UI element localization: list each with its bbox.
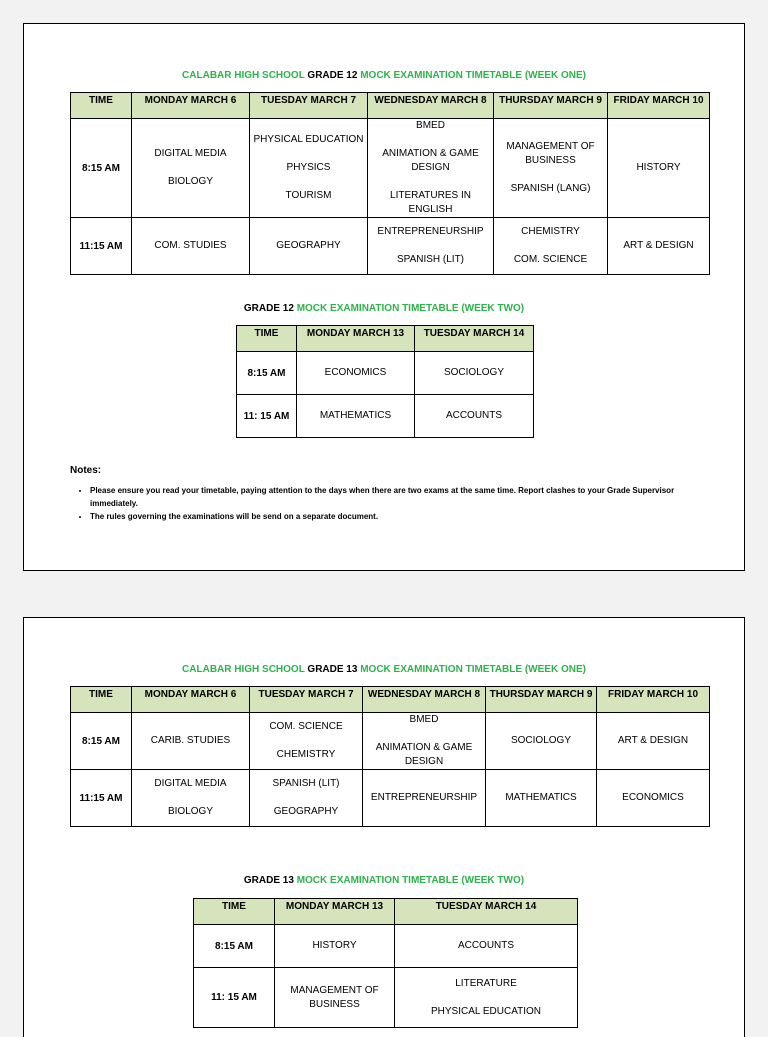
subject-text: ECONOMICS [622,792,684,803]
exam-cell [250,713,363,770]
exam-cell [608,218,710,275]
subject-text: TOURISM [285,190,332,201]
subject-text: DESIGN [411,162,450,173]
subject-text: BMED [416,120,445,131]
table-row [71,119,710,218]
table-row [71,713,710,770]
subject-text: COM. SCIENCE [269,721,343,732]
grade13-week1-table [70,686,710,827]
timetable-label: MOCK EXAMINATION TIMETABLE (WEEK TWO) [296,303,525,314]
subject-text: ART & DESIGN [617,735,689,746]
table-row [71,218,710,275]
exam-cell [132,119,250,218]
subject-text: DIGITAL MEDIA [154,148,227,159]
exam-cell [250,770,363,827]
time-cell: 11: 15 AM [194,968,275,1028]
column-header: THURSDAY MARCH 9 [486,687,597,713]
column-header: TIME [71,93,132,119]
subject-text: HISTORY [312,940,357,951]
notes-list [70,484,682,523]
timetable-label: MOCK EXAMINATION TIMETABLE (WEEK ONE) [360,664,586,675]
exam-cell [486,770,597,827]
grade12-week1-table [70,92,710,275]
column-header: MONDAY MARCH 6 [132,93,250,119]
timetable-label: MOCK EXAMINATION TIMETABLE (WEEK TWO) [296,875,525,886]
subject-text: ACCOUNTS [457,940,515,951]
subject-text: BUSINESS [525,155,576,166]
school-name: CALABAR HIGH SCHOOL [182,664,305,675]
column-header: TUESDAY MARCH 7 [250,93,368,119]
table-row [237,395,534,438]
time-cell: 11:15 AM [71,770,132,827]
exam-cell [363,713,486,770]
subject-text: GEOGRAPHY [276,240,341,251]
week2-title-grade13 [24,875,744,886]
exam-cell [494,119,608,218]
document-page-1 [23,23,745,571]
table-row [194,925,578,968]
table-row [71,770,710,827]
subject-text: DESIGN [404,756,444,767]
subject-text: MATHEMATICS [319,410,392,421]
week1-title-grade13 [24,664,744,675]
week1-title-grade12 [24,70,744,81]
exam-cell [608,119,710,218]
subject-text: CARIB. STUDIES [150,735,231,746]
subject-text: GEOGRAPHY [273,806,339,817]
subject-text: MANAGEMENT OF [290,984,379,996]
exam-cell [250,218,368,275]
subject-text: DIGITAL MEDIA [154,778,227,789]
header-row [194,899,578,925]
column-header: MONDAY MARCH 6 [132,687,250,713]
column-header: FRIDAY MARCH 10 [608,93,710,119]
header-row [71,93,710,119]
subject-text: ANIMATION & GAME [375,742,473,753]
column-header: FRIDAY MARCH 10 [597,687,710,713]
subject-text: MANAGEMENT OF [506,141,595,152]
time-cell: 8:15 AM [71,119,132,218]
grade-label: GRADE 13 [243,875,297,886]
column-header: MONDAY MARCH 13 [275,899,395,925]
notes-section [70,465,682,523]
exam-cell [415,395,534,438]
exam-cell [486,713,597,770]
subject-text: BMED [409,714,439,725]
grade-label: GRADE 12 [243,303,297,314]
grade-label: GRADE 13 [304,664,361,675]
subject-text: ART & DESIGN [623,240,694,251]
column-header: TUESDAY MARCH 14 [415,326,534,352]
column-header: WEDNESDAY MARCH 8 [368,93,494,119]
subject-text: PHYSICAL EDUCATION [430,1005,542,1017]
subject-text: ACCOUNTS [445,410,503,421]
time-cell: 11: 15 AM [237,395,297,438]
timetable-label: MOCK EXAMINATION TIMETABLE (WEEK ONE) [360,70,586,81]
column-header: TUESDAY MARCH 14 [395,899,578,925]
exam-cell [132,770,250,827]
time-cell: 11:15 AM [71,218,132,275]
column-header: TIME [237,326,297,352]
subject-text: HISTORY [636,162,681,173]
exam-cell [297,352,415,395]
note-item: • The rules governing the examinations will be send on a separate document. [90,510,682,523]
note-item: • Please ensure you read your timetable, paying attention to the days when there are two exams at the same time. Report clashes to your Grade Supervisor immediately. [90,484,682,510]
exam-cell [395,968,578,1028]
grade12-week2-table [236,325,534,438]
subject-text: LITERATURES IN [390,190,471,201]
time-cell: 8:15 AM [194,925,275,968]
table-row [194,968,578,1028]
subject-text: LITERATURE [455,977,517,989]
exam-cell [597,770,710,827]
subject-text: SOCIOLOGY [443,367,504,378]
notes-heading: Notes: [70,465,102,476]
subject-text: ECONOMICS [324,367,387,378]
document-page-2 [23,617,745,1037]
exam-cell [597,713,710,770]
exam-cell [132,713,250,770]
subject-text: ENTREPRENEURSHIP [370,792,478,803]
header-row [71,687,710,713]
column-header: TUESDAY MARCH 7 [250,687,363,713]
exam-cell [132,218,250,275]
exam-cell [275,968,395,1028]
subject-text: CHEMISTRY [276,749,336,760]
subject-text: MATHEMATICS [505,792,577,803]
exam-cell [297,395,415,438]
subject-text: COM. STUDIES [154,240,227,251]
subject-text: PHYSICAL EDUCATION [253,134,364,145]
exam-cell [368,218,494,275]
column-header: TIME [194,899,275,925]
subject-text: ANIMATION & GAME [382,148,479,159]
subject-text: CHEMISTRY [521,226,580,237]
column-header: MONDAY MARCH 13 [297,326,415,352]
column-header: WEDNESDAY MARCH 8 [363,687,486,713]
subject-text: SPANISH (LANG) [510,183,591,194]
subject-text: BIOLOGY [167,176,213,187]
column-header: TIME [71,687,132,713]
time-cell: 8:15 AM [71,713,132,770]
subject-text: PHYSICS [286,162,331,173]
grade-label: GRADE 12 [304,70,361,81]
time-cell: 8:15 AM [237,352,297,395]
week2-title-grade12 [24,303,744,314]
exam-cell [250,119,368,218]
subject-text: ENGLISH [408,204,453,215]
school-name: CALABAR HIGH SCHOOL [182,70,305,81]
subject-text: COM. SCIENCE [513,254,588,265]
exam-cell [368,119,494,218]
table-row [237,352,534,395]
column-header: THURSDAY MARCH 9 [494,93,608,119]
exam-cell [415,352,534,395]
exam-cell [395,925,578,968]
subject-text: ENTREPRENEURSHIP [377,226,484,237]
subject-text: SPANISH (LIT) [396,254,465,265]
header-row [237,326,534,352]
subject-text: SPANISH (LIT) [272,778,340,789]
subject-text: BIOLOGY [167,806,213,817]
exam-cell [275,925,395,968]
exam-cell [494,218,608,275]
subject-text: BUSINESS [309,998,360,1010]
exam-cell [363,770,486,827]
grade13-week2-table [193,898,578,1028]
subject-text: SOCIOLOGY [510,735,571,746]
